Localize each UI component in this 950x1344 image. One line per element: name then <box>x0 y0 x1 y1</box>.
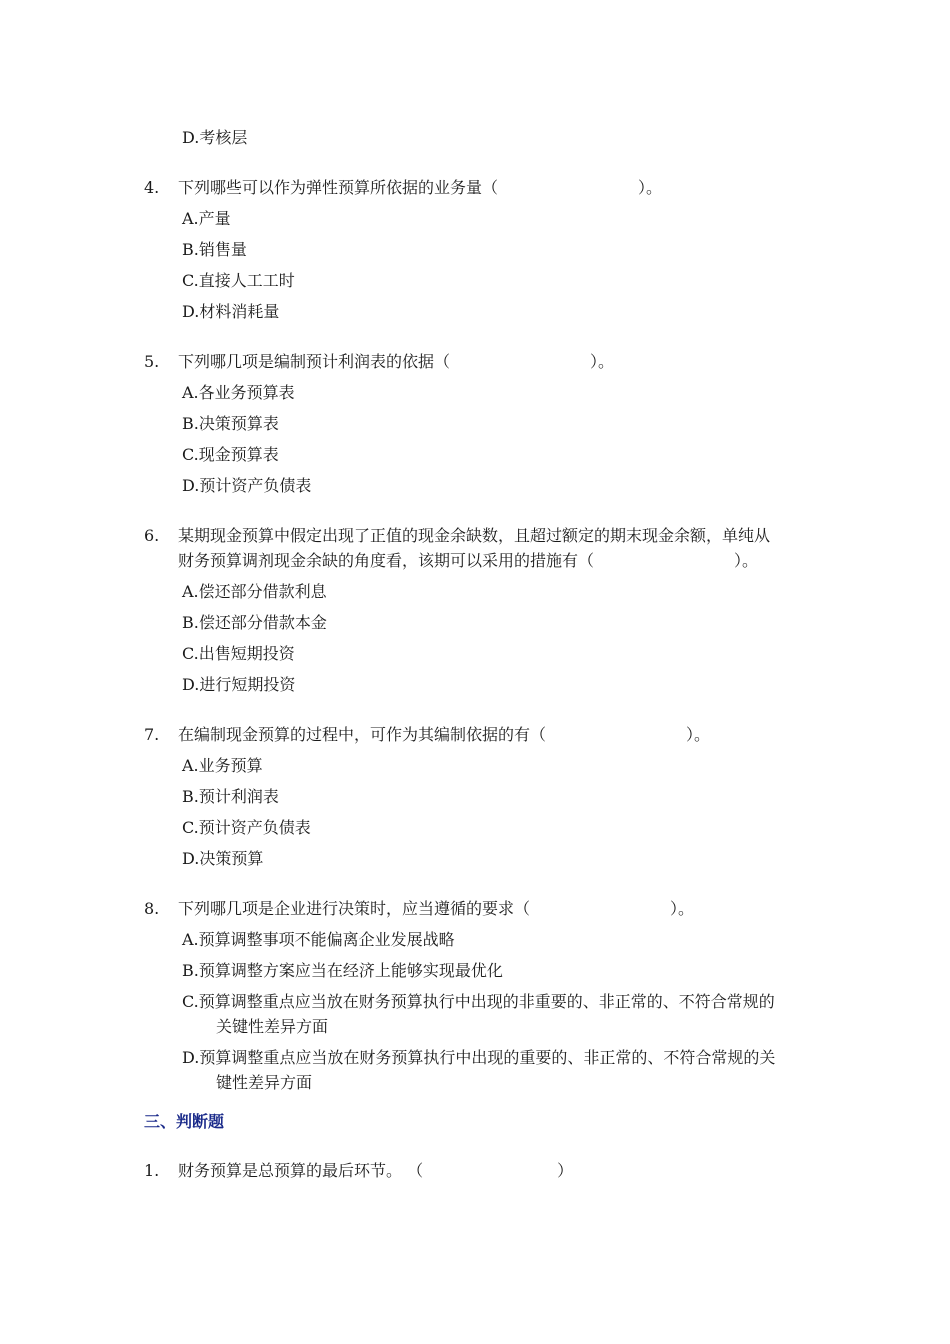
question-stem-end: ）。 <box>590 352 615 371</box>
question-stem-end: ）。 <box>670 899 695 918</box>
option-c: C.预算调整重点应当放在财务预算执行中出现的非重要的、非正常的、不符合常规的 <box>182 992 775 1011</box>
question-stem: 下列哪几项是编制预计利润表的依据（ <box>178 352 451 371</box>
section-heading: 三、判断题 <box>144 1112 225 1131</box>
option-a: A.产量 <box>182 209 231 228</box>
option-d-continuation: 键性差异方面 <box>216 1073 313 1092</box>
question-stem-end: ）。 <box>734 551 759 570</box>
question-stem: 财务预算调剂现金余缺的角度看，该期可以采用的措施有（ <box>178 551 595 570</box>
option-c: C.现金预算表 <box>182 445 279 464</box>
option-a: A.各业务预算表 <box>182 383 295 402</box>
question-number: 1. <box>144 1161 160 1180</box>
option-b: B.偿还部分借款本金 <box>182 613 327 632</box>
question-stem-end: ）。 <box>686 725 711 744</box>
question-text <box>178 178 662 198</box>
question-stem: 下列哪几项是企业进行决策时，应当遵循的要求（ <box>178 899 531 918</box>
option-c-continuation: 关键性差异方面 <box>216 1017 329 1036</box>
option-b: B.销售量 <box>182 240 247 259</box>
option-a: A.偿还部分借款利息 <box>182 582 327 601</box>
question-number: 7. <box>144 725 160 744</box>
option-c: C.出售短期投资 <box>182 644 295 663</box>
question-number: 8. <box>144 899 160 918</box>
question-stem: 财务预算是总预算的最后环节。 （ <box>178 1161 424 1180</box>
option-b: B.预算调整方案应当在经济上能够实现最优化 <box>182 961 503 980</box>
question-text-line1: 某期现金预算中假定出现了正值的现金余缺数，且超过额定的期末现金余额，单纯从 <box>178 526 771 545</box>
option-d: D.决策预算 <box>182 849 264 868</box>
question-text <box>178 352 614 372</box>
question-stem-end: ）。 <box>638 178 663 197</box>
question-text <box>178 725 710 745</box>
option-b: B.预计利润表 <box>182 787 279 806</box>
option-d: D.预计资产负债表 <box>182 476 312 495</box>
option-d: D.预算调整重点应当放在财务预算执行中出现的重要的、非正常的、不符合常规的关 <box>182 1048 776 1067</box>
question-number: 5. <box>144 352 160 371</box>
option-d: D.材料消耗量 <box>182 302 280 321</box>
question-text <box>178 1161 573 1181</box>
option-c: C.预计资产负债表 <box>182 818 311 837</box>
question-text <box>178 899 694 919</box>
question-number: 4. <box>144 178 160 197</box>
question-stem-end: ） <box>557 1161 574 1180</box>
option-b: B.决策预算表 <box>182 414 279 433</box>
option-c: C.直接人工工时 <box>182 271 295 290</box>
question-number: 6. <box>144 526 160 545</box>
question-stem: 在编制现金预算的过程中，可作为其编制依据的有（ <box>178 725 547 744</box>
option-a: A.业务预算 <box>182 756 263 775</box>
question-stem: 下列哪些可以作为弹性预算所依据的业务量（ <box>178 178 499 197</box>
option-a: A.预算调整事项不能偏离企业发展战略 <box>182 930 455 949</box>
option-d: D.考核层 <box>182 128 248 147</box>
question-text-line2 <box>178 551 758 571</box>
option-d: D.进行短期投资 <box>182 675 296 694</box>
